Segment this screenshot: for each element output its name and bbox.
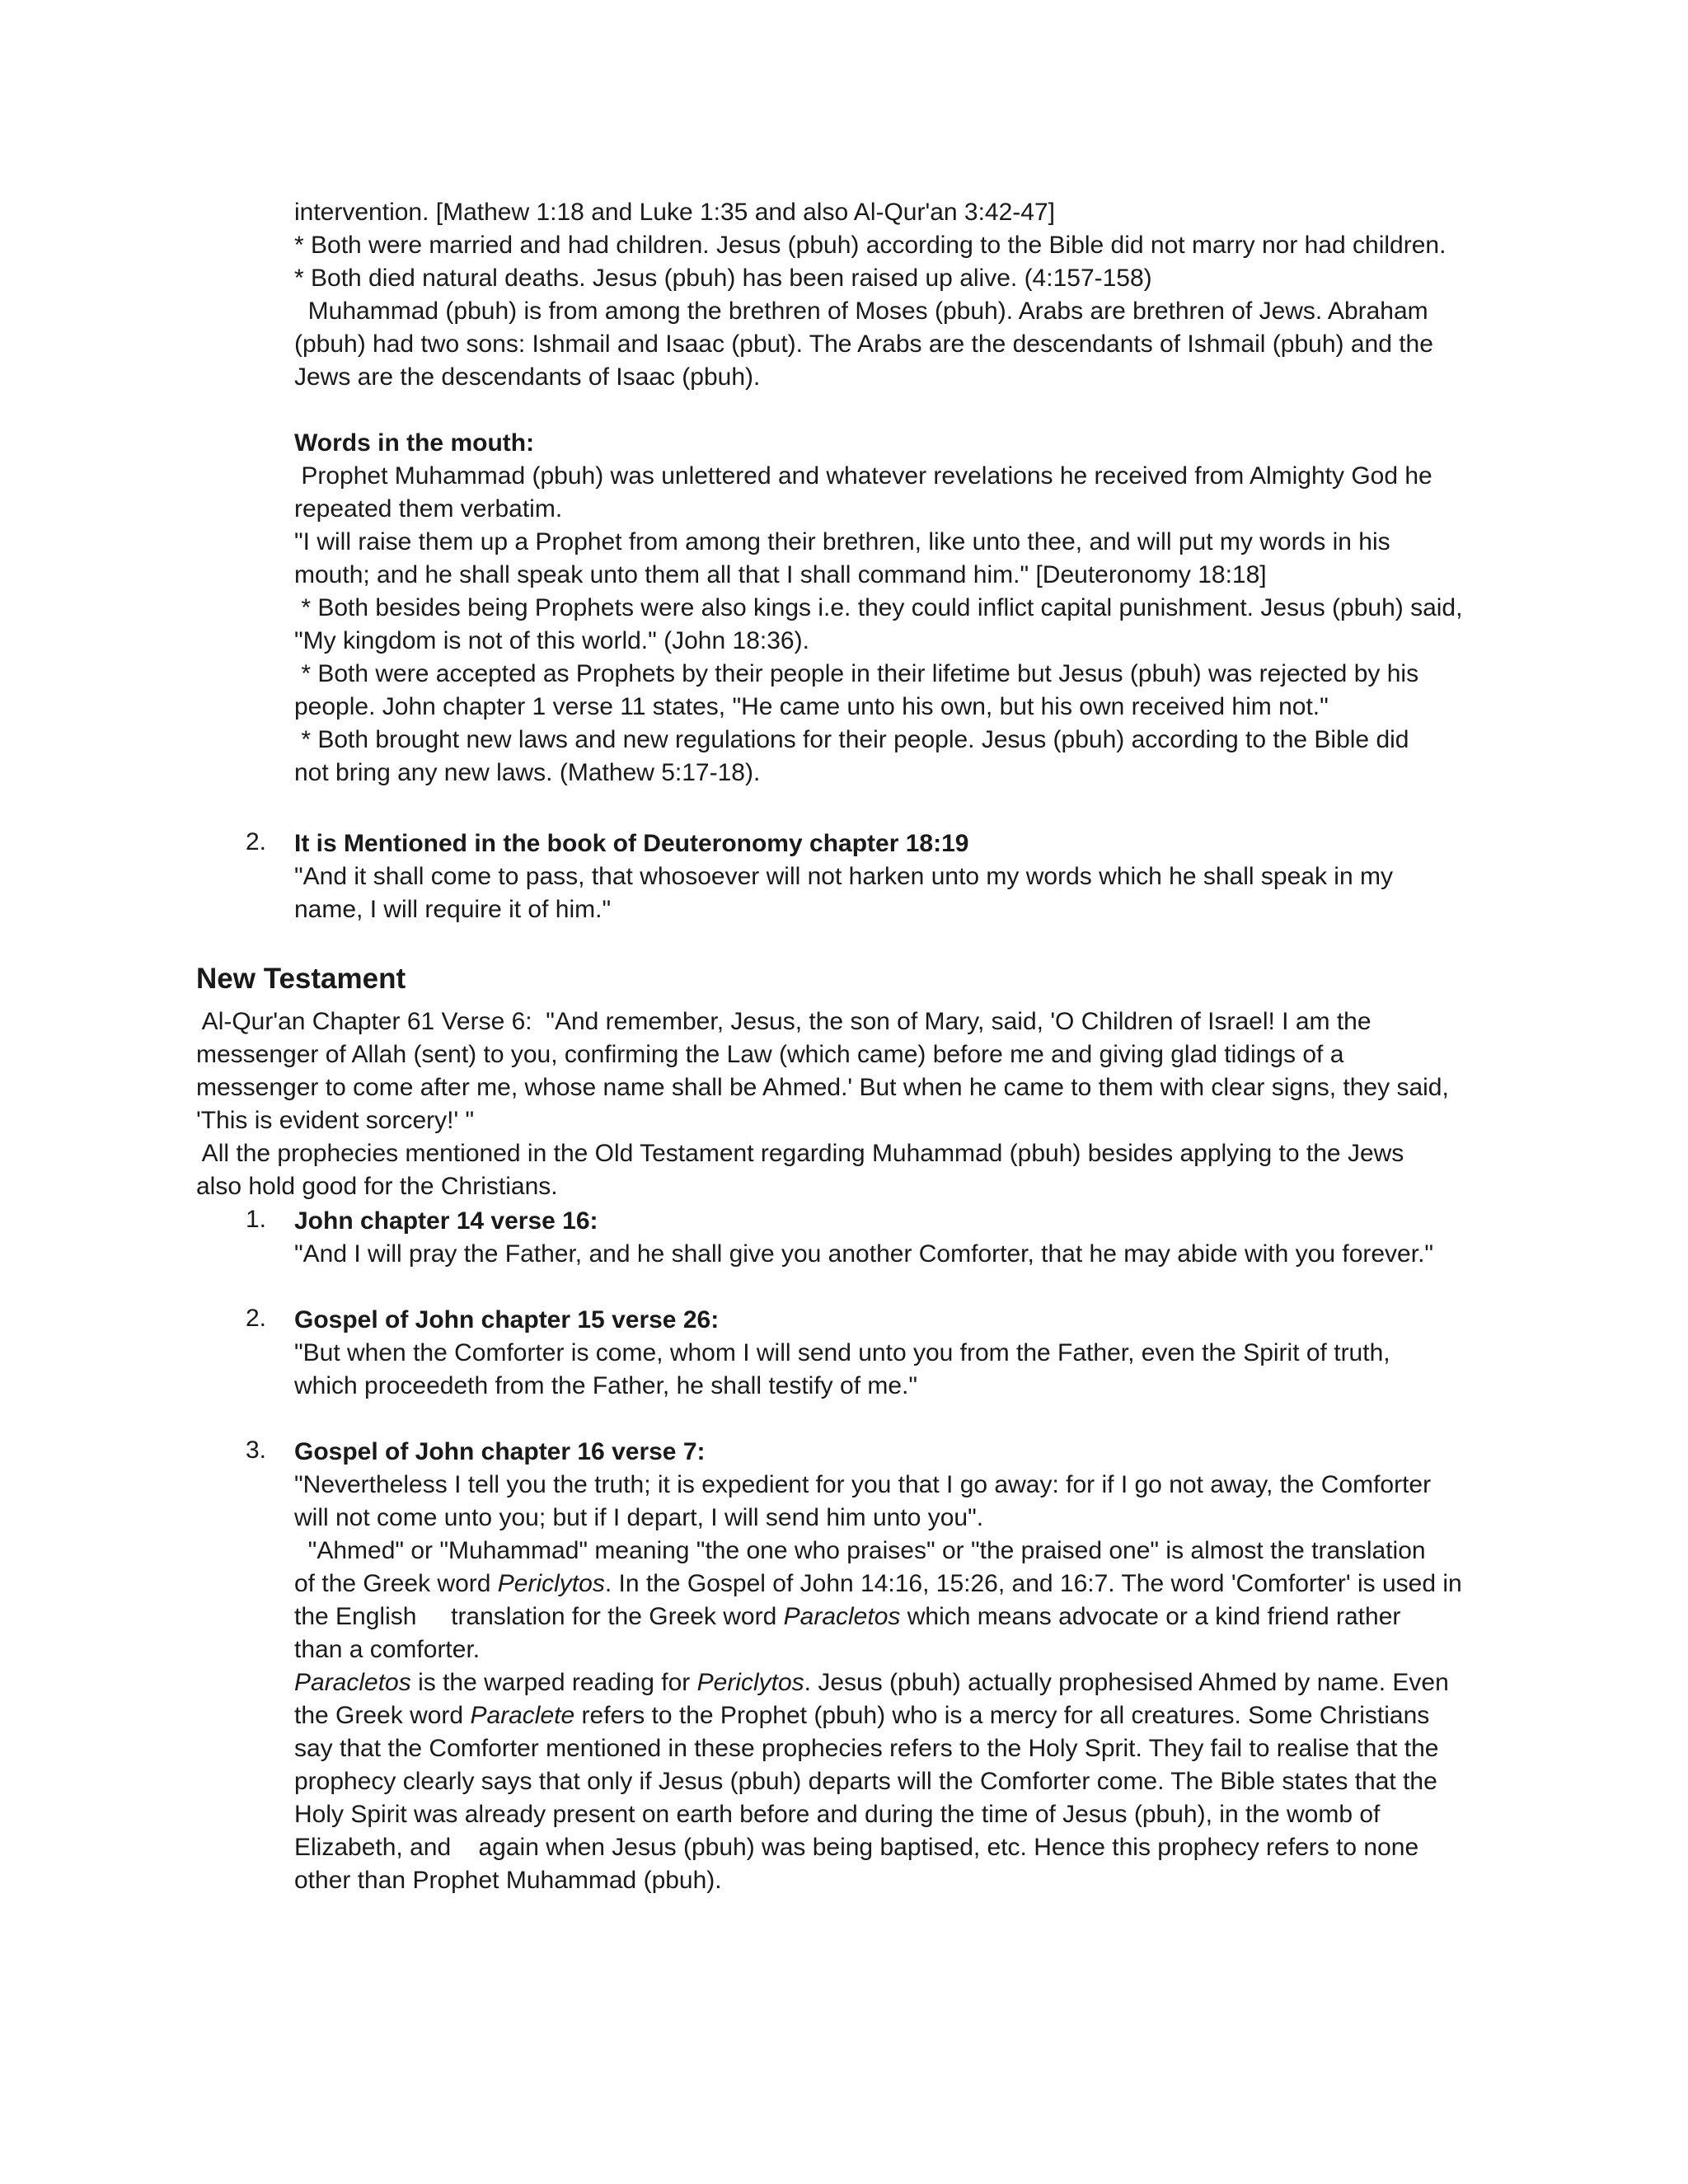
text-line: repeated them verbatim. [294,495,563,523]
text-line: "Ahmed" or "Muhammad" meaning "the one who praises" or "the praised one" is almost the translation [294,1537,1426,1564]
text-line: Paracletos is the warped reading for Periclytos. Jesus (pbuh) actually prophesised Ahmed by name. Even [294,1669,1449,1696]
text-line: of the Greek word Periclytos. In the Gospel of John 14:16, 15:26, and 16:7. The word 'Comforter' is used in [294,1570,1462,1597]
text-line: 'This is evident sorcery!' " [196,1107,475,1134]
list-number: 2. [246,828,267,855]
text-line: Al-Qur'an Chapter 61 Verse 6: "And remember, Jesus, the son of Mary, said, 'O Children of Israel! I am the [196,1008,1372,1035]
text-line: (pbuh) had two sons: Ishmail and Isaac (pbut). The Arabs are the descendants of Ishmail (pbuh) and the [294,330,1433,358]
text-line: people. John chapter 1 verse 11 states, "He came unto his own, but his own received him not." [294,693,1329,720]
text-line: "And I will pray the Father, and he shall give you another Comforter, that he may abide with you forever." [294,1240,1434,1268]
text-line: "My kingdom is not of this world." (John 18:36). [294,627,809,654]
list-item-heading: Gospel of John chapter 15 verse 26: [294,1306,720,1333]
text-line: say that the Comforter mentioned in these prophecies refers to the Holy Sprit. They fail to realise that the [294,1735,1439,1762]
text-line: other than Prophet Muhammad (pbuh). [294,1867,722,1894]
text-line: name, I will require it of him." [294,896,612,923]
text-line: messenger to come after me, whose name shall be Ahmed.' But when he came to them with clear signs, they said, [196,1074,1449,1101]
text-line: "But when the Comforter is come, whom I will send unto you from the Father, even the Spirit of truth, [294,1339,1390,1366]
text-line: mouth; and he shall speak unto them all that I shall command him." [Deuteronomy 18:18] [294,561,1267,588]
text-line: Jews are the descendants of Isaac (pbuh). [294,363,761,391]
list-number: 1. [246,1206,267,1233]
text-line: * Both died natural deaths. Jesus (pbuh) has been raised up alive. (4:157-158) [294,265,1152,292]
text-line: the Greek word Paraclete refers to the Prophet (pbuh) who is a mercy for all creatures. Some Christians [294,1702,1430,1729]
text-line: * Both were accepted as Prophets by their people in their lifetime but Jesus (pbuh) was rejected by his [294,660,1419,687]
text-line: which proceedeth from the Father, he shall testify of me." [294,1372,918,1399]
section-subheading: Words in the mouth: [294,429,535,457]
text-line: also hold good for the Christians. [196,1173,558,1200]
list-number: 3. [246,1436,267,1464]
text-line: Prophet Muhammad (pbuh) was unlettered and whatever revelations he received from Almighty God he [294,462,1432,490]
text-line: Muhammad (pbuh) is from among the brethren of Moses (pbuh). Arabs are brethren of Jews. Abraham [294,298,1428,325]
text-line: * Both besides being Prophets were also kings i.e. they could inflict capital punishment. Jesus (pbuh) said, [294,594,1463,621]
list-number: 2. [246,1305,267,1332]
list-item-heading: John chapter 14 verse 16: [294,1207,598,1235]
text-line: will not come unto you; but if I depart, I will send him unto you". [294,1504,984,1531]
text-line: prophecy clearly says that only if Jesus (pbuh) departs will the Comforter come. The Bible states that the [294,1768,1437,1795]
text-line: All the prophecies mentioned in the Old Testament regarding Muhammad (pbuh) besides applying to the Jews [196,1140,1404,1167]
text-line: Holy Spirit was already present on earth before and during the time of Jesus (pbuh), in the womb of [294,1801,1381,1828]
text-line: "And it shall come to pass, that whosoever will not harken unto my words which he shall speak in my [294,863,1393,890]
section-heading: New Testament [196,963,406,995]
text-line: messenger of Allah (sent) to you, confirming the Law (which came) before me and giving glad tidings of a [196,1041,1344,1068]
text-line: "Nevertheless I tell you the truth; it is expedient for you that I go away: for if I go not away, the Comforter [294,1471,1432,1498]
text-line: not bring any new laws. (Mathew 5:17-18). [294,759,761,786]
text-line: "I will raise them up a Prophet from among their brethren, like unto thee, and will put my words in his [294,528,1390,555]
list-item-heading: It is Mentioned in the book of Deuteronomy chapter 18:19 [294,830,969,857]
text-line: than a comforter. [294,1636,481,1663]
list-item-heading: Gospel of John chapter 16 verse 7: [294,1438,706,1465]
text-line: * Both brought new laws and new regulations for their people. Jesus (pbuh) according to the Bible did [294,726,1409,753]
text-line: the English translation for the Greek word Paracletos which means advocate or a kind friend rather [294,1603,1401,1630]
text-line: * Both were married and had children. Jesus (pbuh) according to the Bible did not marry nor had children. [294,232,1447,259]
text-line: Elizabeth, and again when Jesus (pbuh) was being baptised, etc. Hence this prophecy refers to none [294,1834,1419,1861]
text-line: intervention. [Mathew 1:18 and Luke 1:35 and also Al-Qur'an 3:42-47] [294,199,1055,226]
